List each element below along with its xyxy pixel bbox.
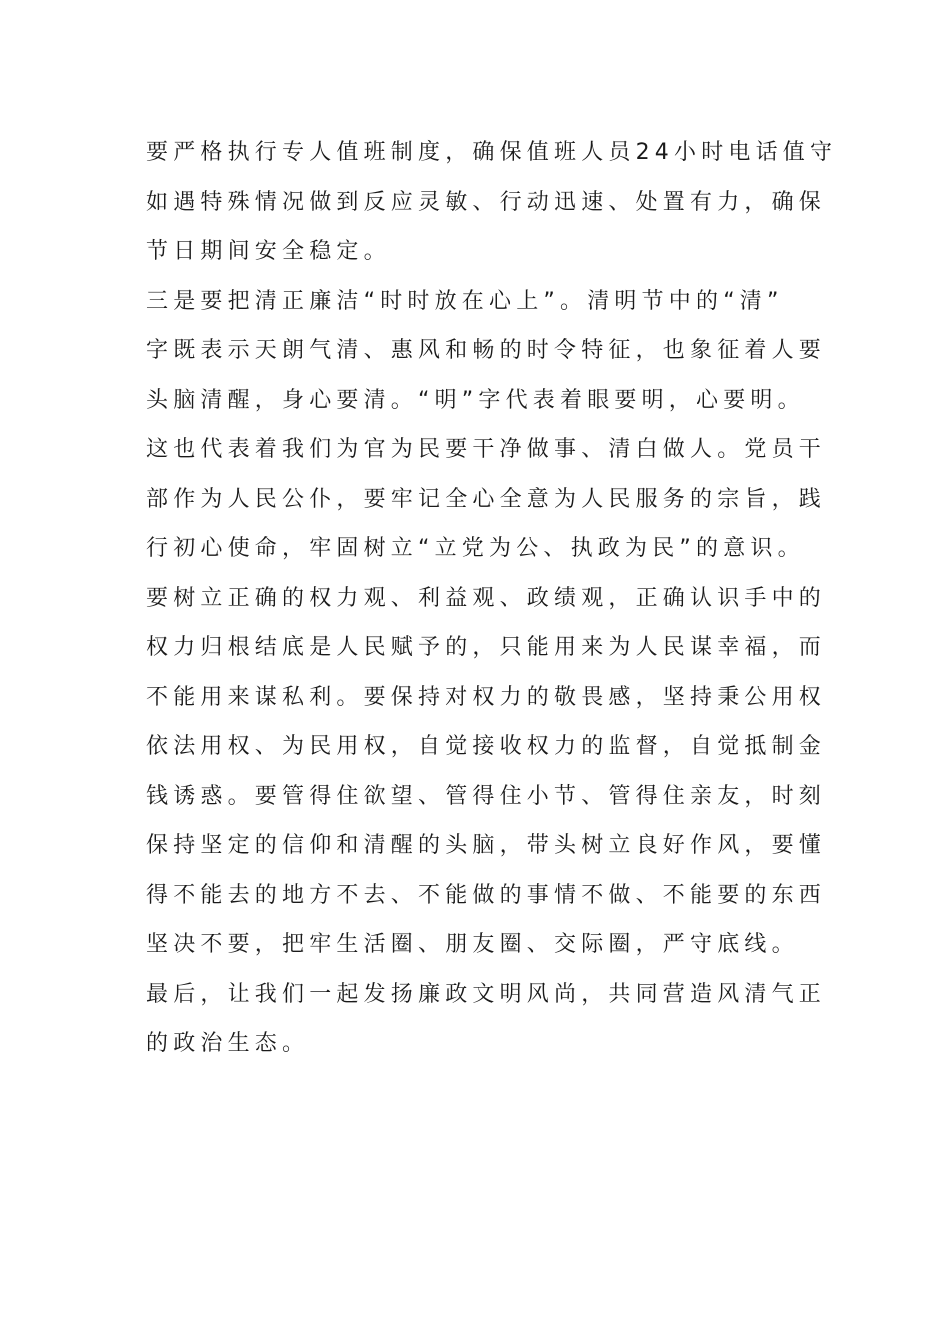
text-line: 三是要把清正廉洁“时时放在心上”。清明节中的“清” [146, 288, 784, 314]
text-line: 坚决不要，把牢生活圈、朋友圈、交际圈，严守底线。 [146, 932, 799, 957]
text-line: 要树立正确的权力观、利益观、政绩观，正确认识手中的 [146, 585, 827, 611]
text-line: 最后，让我们一起发扬廉政文明风尚，共同营造风清气正 [146, 981, 827, 1007]
text-line: 这也代表着我们为官为民要干净做事、清白做人。党员干 [146, 437, 827, 462]
text-line: 权力归根结底是人民赋予的，只能用来为人民谋幸福，而 [146, 635, 827, 660]
text-line: 头脑清醒，身心要清。“明”字代表着眼要明，心要明。 [146, 387, 805, 413]
text-line: 保持坚定的信仰和清醒的头脑，带头树立良好作风，要懂 [146, 833, 827, 858]
text-line: 钱诱惑。要管得住欲望、管得住小节、管得住亲友，时刻 [146, 783, 827, 809]
body-text [146, 128, 838, 1069]
text-line: 依法用权、为民用权，自觉接收权力的监督，自觉抵制金 [146, 734, 827, 759]
text-line: 如遇特殊情况做到反应灵敏、行动迅速、处置有力，确保 [146, 189, 827, 215]
text-line: 的政治生态。 [146, 1031, 310, 1056]
text-line: 节日期间安全稳定。 [146, 239, 391, 264]
text-line: 行初心使命，牢固树立“立党为公、执政为民”的意识。 [146, 536, 805, 561]
text-line: 不能用来谋私利。要保持对权力的敬畏感，坚持秉公用权 [146, 684, 827, 710]
text-line: 得不能去的地方不去、不能做的事情不做、不能要的东西 [146, 882, 827, 908]
text-line: 要严格执行专人值班制度，确保值班人员24小时电话值守 [146, 140, 838, 165]
text-line: 字既表示天朗气清、惠风和畅的时令特征，也象征着人要 [146, 338, 827, 363]
text-line: 部作为人民公仆，要牢记全心全意为人民服务的宗旨，践 [146, 486, 827, 512]
